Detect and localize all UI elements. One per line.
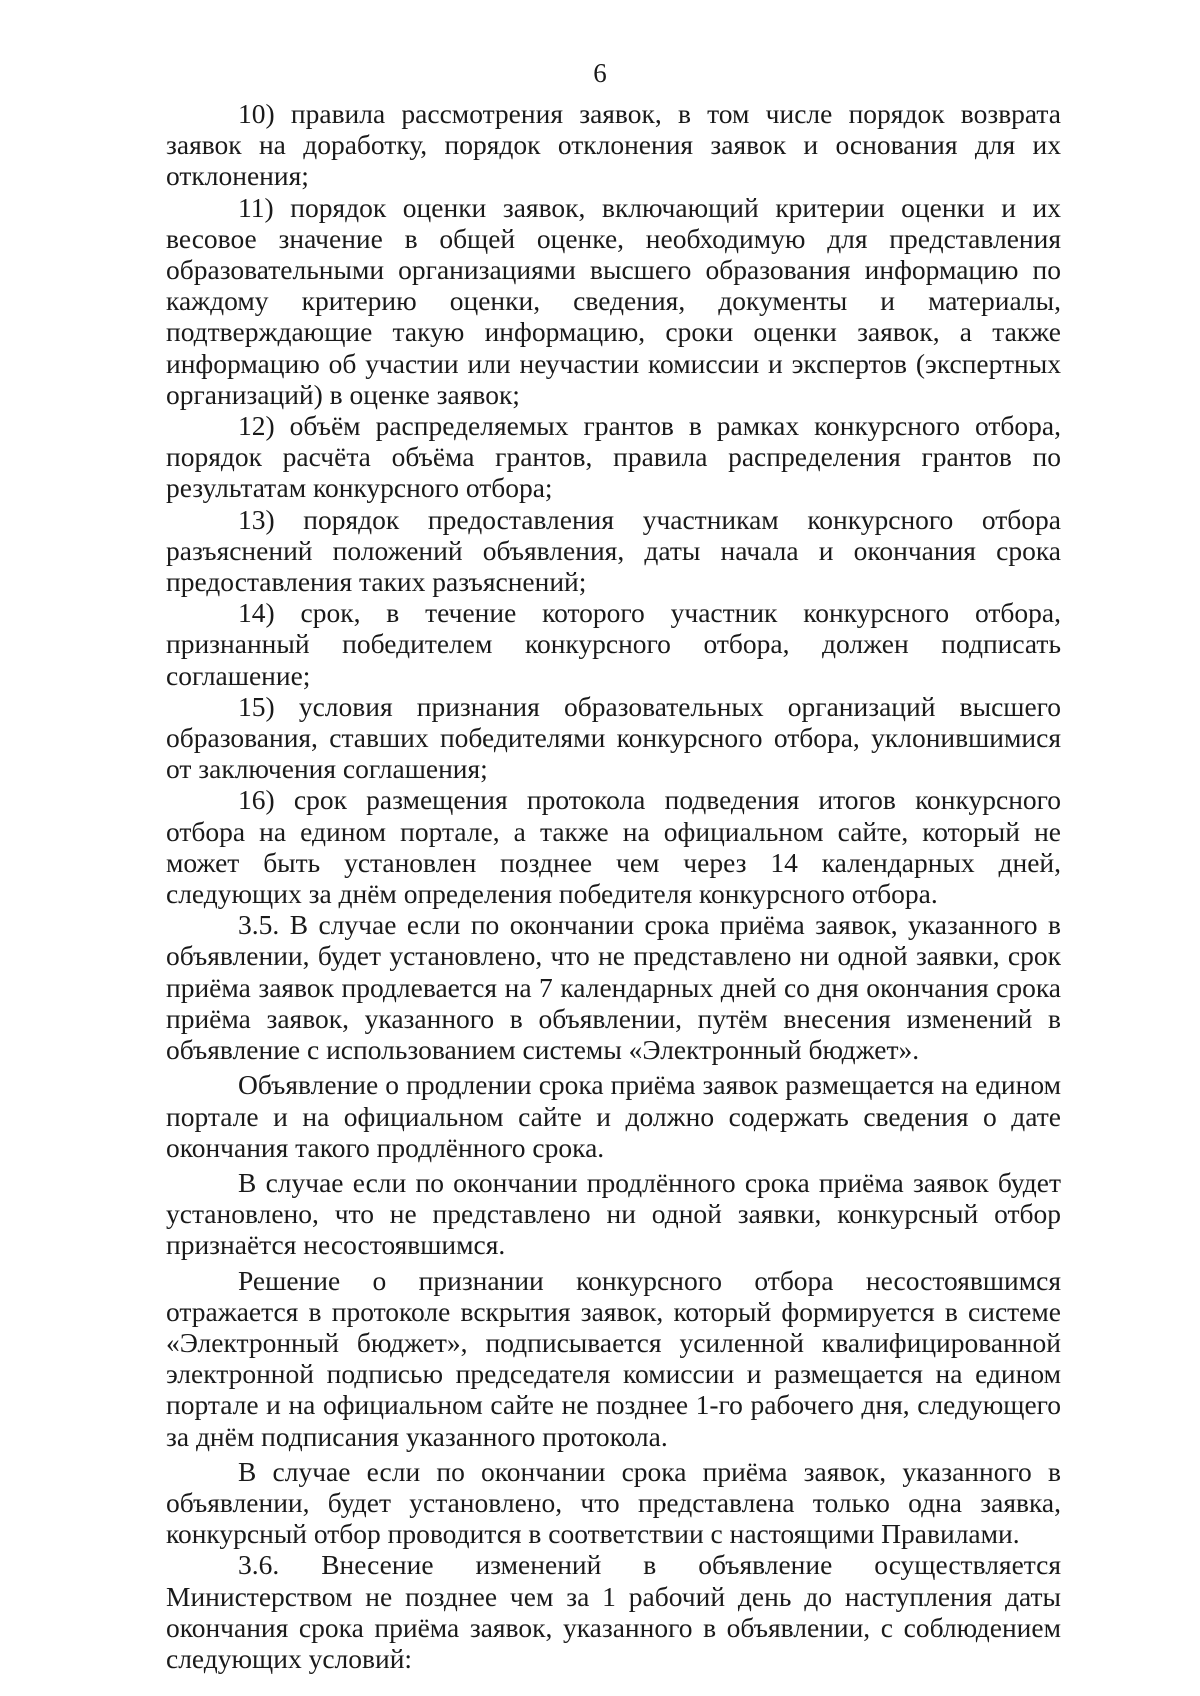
list-item-13: 13) порядок предоставления участникам конкурсного отбора разъяснений положений объявления, даты начала и окончания срока предоставления таких разъяснений; (166, 503, 1061, 598)
list-item-10: 10) правила рассмотрения заявок, в том числе порядок возврата заявок на доработку, порядок отклонения заявок и основания для их отклонения; (166, 98, 1061, 192)
paragraph-failed-selection: В случае если по окончании продлённого срока приёма заявок будет установлено, что не представлено ни одной заявки, конкурсный отбор признаётся несостоявшимся. (166, 1166, 1061, 1261)
paragraph-protocol-decision: Решение о признании конкурсного отбора несостоявшимся отражается в протоколе вскрытия заявок, который формируется в системе «Электронный бюджет», подписывается усиленной квалифицированной электронной подписью председателя комиссии и размещается на едином портале и на официальном сайте не позднее 1-го рабочего дня, следующего за днём подписания указанного протокола. (166, 1264, 1061, 1452)
list-item-12: 12) объём распределяемых грантов в рамках конкурсного отбора, порядок расчёта объёма грантов, правила распределения грантов по результатам конкурсного отбора; (166, 410, 1061, 504)
clause-3-6: 3.6. Внесение изменений в объявление осуществляется Министерством не позднее чем за 1 рабочий день до наступления даты окончания срока приёма заявок, указанного в объявлении, с соблюдением следующих условий: (166, 1549, 1061, 1674)
list-item-16: 16) срок размещения протокола подведения итогов конкурсного отбора на едином портале, а также на официальном сайте, который не может быть установлен позднее чем через 14 календарных дней, следующих за днём определения победителя конкурсного отбора. (166, 784, 1061, 910)
clause-3-5: 3.5. В случае если по окончании срока приёма заявок, указанного в объявлении, будет установлено, что не представлено ни одной заявки, срок приёма заявок продлевается на 7 календарных дней со дня окончания срока приёма заявок, указанного в объявлении, путём внесения изменений в объявление с использованием системы «Электронный бюджет». (166, 909, 1061, 1066)
paragraph-extension-notice: Объявление о продлении срока приёма заявок размещается на едином портале и на официальном сайте и должно содержать сведения о дате окончания такого продлённого срока. (166, 1069, 1061, 1163)
list-item-15: 15) условия признания образовательных организаций высшего образования, ставших победителями конкурсного отбора, уклонившимися от заключения соглашения; (166, 690, 1061, 785)
document-body (166, 98, 1061, 1674)
page-number: 6 (593, 58, 607, 88)
list-item-11: 11) порядок оценки заявок, включающий критерии оценки и их весовое значение в общей оценке, необходимую для представления образовательными организациями высшего образования информацию по каждому критерию оценки, сведения, документы и материалы, подтверждающие такую информацию, сроки оценки заявок, а также информацию об участии или неучастии комиссии и экспертов (экспертных организаций) в оценке заявок; (166, 191, 1061, 410)
list-item-14: 14) срок, в течение которого участник конкурсного отбора, признанный победителем конкурсного отбора, должен подписать соглашение; (166, 597, 1061, 691)
paragraph-single-application: В случае если по окончании срока приёма заявок, указанного в объявлении, будет установлено, что представлена только одна заявка, конкурсный отбор проводится в соответствии с настоящими Правилами. (166, 1455, 1061, 1550)
